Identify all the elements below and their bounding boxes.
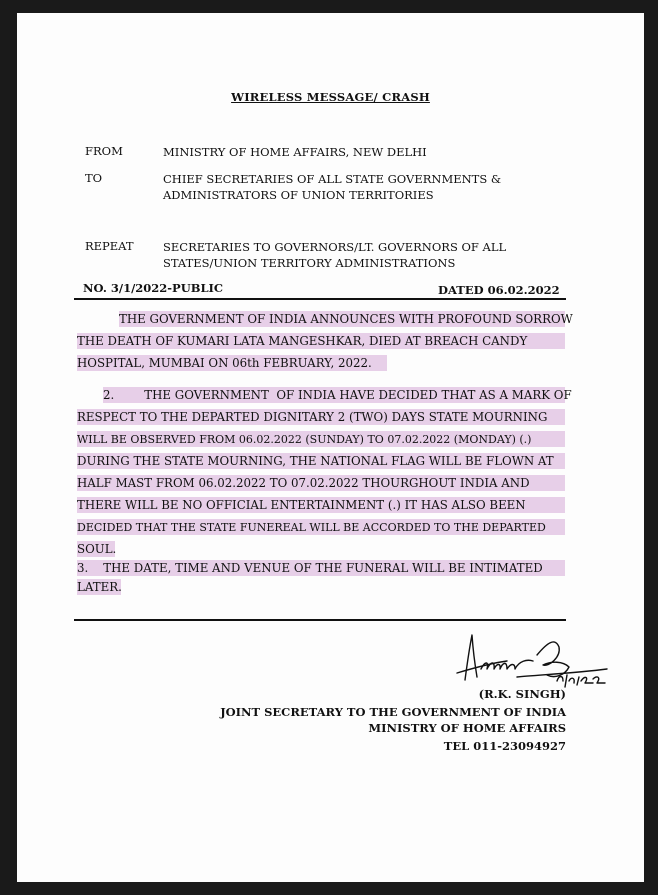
para1-line-1-text: THE GOVERNMENT OF INDIA ANNOUNCES WITH PROFOUND SORROW [119,312,573,326]
para2-line-6-text: THERE WILL BE NO OFFICIAL ENTERTAINMENT (.) IT HAS ALSO BEEN [77,498,526,512]
bottom-divider [74,619,566,621]
dated: DATED 06.02.2022 [438,283,560,297]
para2-line-8-text: SOUL. [77,542,117,556]
repeat-line-2: STATES/UNION TERRITORY ADMINISTRATIONS [163,256,456,270]
reference-number: NO. 3/1/2022-PUBLIC [83,281,224,295]
to-label: TO [85,171,103,185]
para3-line-2-text: LATER. [77,580,122,594]
para2-line-3-text: WILL BE OBSERVED FROM 06.02.2022 (SUNDAY) TO 07.02.2022 (MONDAY) (.) [77,432,532,446]
para3-line-1-text: 3. THE DATE, TIME AND VENUE OF THE FUNERAL WILL BE INTIMATED [77,561,543,575]
from-label: FROM [85,144,123,158]
para2-line-5-text: HALF MAST FROM 06.02.2022 TO 07.02.2022 THOURGHOUT INDIA AND [77,476,530,490]
signatory-designation: JOINT SECRETARY TO THE GOVERNMENT OF INDIA [220,705,566,719]
signatory-telephone: TEL 011-23094927 [443,739,566,753]
to-line-1: CHIEF SECRETARIES OF ALL STATE GOVERNMENTS & [163,172,502,186]
document-page [17,13,644,882]
repeat-label: REPEAT [85,239,134,253]
para3-line-2 [77,579,121,595]
signatory-name: (R.K. SINGH) [478,687,566,701]
para1-line-3-text: HOSPITAL, MUMBAI ON 06th FEBRUARY, 2022. [77,356,372,370]
para2-line-1-text: 2. THE GOVERNMENT OF INDIA HAVE DECIDED THAT AS A MARK OF [103,388,572,402]
para2-line-5 [77,475,565,491]
para2-line-1 [103,387,572,403]
para2-line-4-text: DURING THE STATE MOURNING, THE NATIONAL FLAG WILL BE FLOWN AT [77,454,554,468]
repeat-value [163,239,506,271]
para1-line-1 [119,311,573,327]
para3-line-1 [77,560,565,576]
para2-line-6 [77,497,565,513]
para2-line-2 [77,409,565,425]
to-line-2: ADMINISTRATORS OF UNION TERRITORIES [163,188,434,202]
para2-line-7 [77,519,565,535]
para2-line-2-text: RESPECT TO THE DEPARTED DIGNITARY 2 (TWO) DAYS STATE MOURNING [77,410,548,424]
signatory-ministry: MINISTRY OF HOME AFFAIRS [368,721,566,735]
from-value: MINISTRY OF HOME AFFAIRS, NEW DELHI [163,145,427,159]
para2-line-7-text: DECIDED THAT THE STATE FUNEREAL WILL BE ACCORDED TO THE DEPARTED [77,520,546,534]
para2-line-4 [77,453,565,469]
para2-line-8 [77,541,115,557]
repeat-line-1: SECRETARIES TO GOVERNORS/LT. GOVERNORS OF ALL [163,240,507,254]
to-value [163,171,501,203]
para1-line-2 [77,333,565,349]
document-title: WIRELESS MESSAGE/ CRASH [231,90,430,104]
para1-line-3 [77,355,387,371]
para1-line-2-text: THE DEATH OF KUMARI LATA MANGESHKAR, DIED AT BREACH CANDY [77,334,528,348]
top-divider [74,298,566,300]
para2-line-3 [77,431,565,447]
